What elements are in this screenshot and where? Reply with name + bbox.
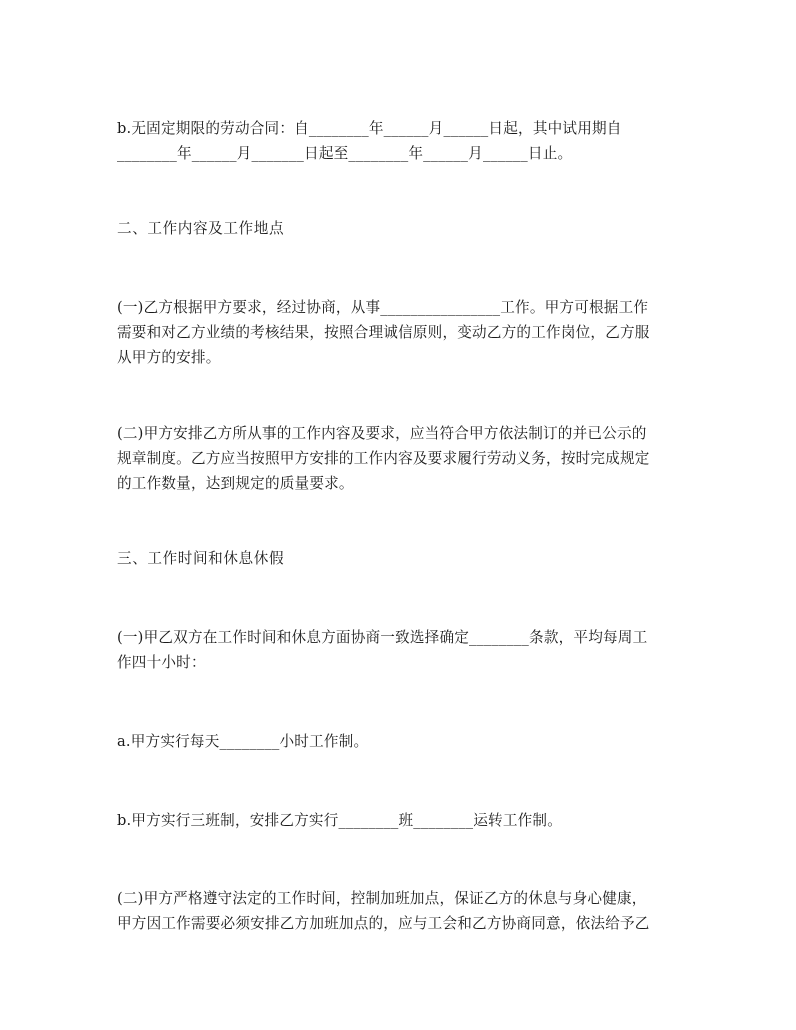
section-heading-work-content <box>117 216 284 241</box>
paragraph-work-hours-item-1b <box>117 808 682 833</box>
paragraph-work-hours-item-1 <box>117 625 682 675</box>
text-line: 需要和对乙方业绩的考核结果，按照合理诚信原则，变动乙方的工作岗位，乙方服 <box>117 324 650 341</box>
section-heading-work-hours <box>117 546 284 571</box>
text-line: 规章制度。乙方应当按照甲方安排的工作内容及要求履行劳动义务，按时完成规定 <box>117 450 650 467</box>
paragraph-work-hours-item-2 <box>117 886 682 936</box>
paragraph-work-content-item-1 <box>117 295 682 370</box>
text-line: b.无固定期限的劳动合同：自________年______月______日起，其中试用期自 <box>117 120 622 137</box>
text-line: (二)甲方安排乙方所从事的工作内容及要求，应当符合甲方依法制订的并已公示的 <box>117 425 647 442</box>
text-line: a.甲方实行每天________小时工作制。 <box>117 733 369 750</box>
heading-text: 二、工作内容及工作地点 <box>117 220 285 237</box>
text-line: (二)甲方严格遵守法定的工作时间，控制加班加点，保证乙方的休息与身心健康， <box>117 890 647 907</box>
text-line: b.甲方实行三班制，安排乙方实行________班________运转工作制。 <box>117 812 563 829</box>
text-line: 作四十小时： <box>117 654 206 671</box>
heading-text: 三、工作时间和休息休假 <box>117 550 285 567</box>
text-line: 的工作数量，达到规定的质量要求。 <box>117 475 354 492</box>
paragraph-work-content-item-2 <box>117 421 682 496</box>
text-line: 甲方因工作需要必须安排乙方加班加点的，应与工会和乙方协商同意，依法给予乙 <box>117 915 650 932</box>
text-line: ________年______月_______日起至________年______月______日止。 <box>117 145 573 162</box>
text-line: (一)乙方根据甲方要求，经过协商，从事________________工作。甲方可根据工作 <box>117 299 649 316</box>
text-line: 从甲方的安排。 <box>117 349 221 366</box>
paragraph-work-hours-item-1a <box>117 729 682 754</box>
text-line: (一)甲乙双方在工作时间和休息方面协商一致选择确定________条款，平均每周工 <box>117 629 648 646</box>
paragraph-contract-term-b <box>117 116 682 166</box>
